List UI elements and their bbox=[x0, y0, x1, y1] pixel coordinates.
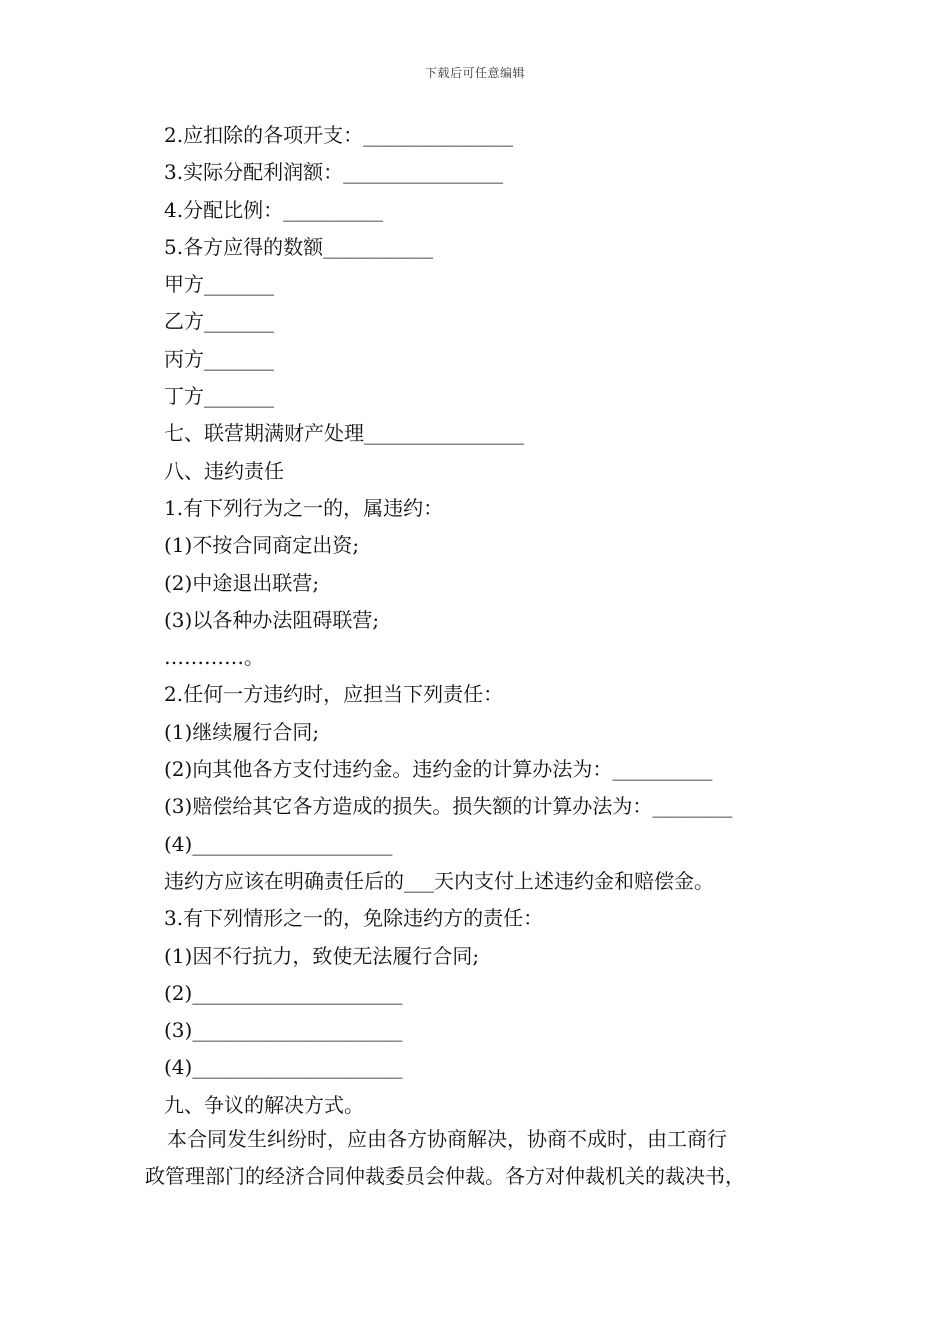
breach-item-1: (1)不按合同商定出资; bbox=[164, 533, 360, 558]
party-a-line: 甲方_______ bbox=[164, 272, 274, 297]
clause-actual-profit: 3.实际分配利润额：________________ bbox=[164, 160, 504, 185]
clause-deductions: 2.应扣除的各项开支：_______________ bbox=[164, 123, 514, 147]
dispute-paragraph-line-2: 政管理部门的经济合同仲裁委员会仲裁。各方对仲裁机关的裁决书， bbox=[145, 1164, 745, 1189]
party-d-line: 丁方_______ bbox=[164, 384, 274, 409]
clause-party-amounts: 5.各方应得的数额___________ bbox=[164, 234, 434, 259]
liability-item-3: (3)赔偿给其它各方造成的损失。损失额的计算办法为：________ bbox=[164, 794, 733, 819]
breach-item-2: (2)中途退出联营; bbox=[164, 570, 320, 595]
liability-item-4: (4)____________________ bbox=[164, 831, 393, 856]
dispute-paragraph-line-1: 本合同发生纠纷时，应由各方协商解决，协商不成时，由工商行 bbox=[167, 1127, 727, 1151]
section-eight-heading: 八、违约责任 bbox=[164, 458, 284, 483]
party-b-line: 乙方_______ bbox=[164, 309, 274, 334]
ellipsis-line: …………。 bbox=[164, 645, 264, 670]
breach-intro: 1.有下列行为之一的，属违约： bbox=[164, 495, 444, 520]
exemption-item-2: (2)_____________________ bbox=[164, 980, 403, 1005]
document-body bbox=[164, 117, 844, 1124]
liability-item-2: (2)向其他各方支付违约金。违约金的计算办法为：__________ bbox=[164, 757, 713, 782]
page-header: 下载后可任意编辑 bbox=[424, 66, 525, 80]
exemption-item-1: (1)因不行抗力，致使无法履行合同; bbox=[164, 943, 480, 968]
party-c-line: 丙方_______ bbox=[164, 346, 274, 371]
section-seven-heading: 七、联营期满财产处理________________ bbox=[164, 421, 524, 446]
exemption-item-3: (3)_____________________ bbox=[164, 1018, 403, 1043]
exemption-item-4: (4)_____________________ bbox=[164, 1055, 403, 1080]
clause-distribution-ratio: 4.分配比例：__________ bbox=[164, 197, 384, 222]
dispute-paragraph bbox=[145, 1121, 845, 1196]
liability-intro: 2.任何一方违约时，应担当下列责任： bbox=[164, 682, 504, 707]
section-nine-heading: 九、争议的解决方式。 bbox=[164, 1092, 364, 1117]
liability-item-1: (1)继续履行合同; bbox=[164, 719, 320, 744]
payment-deadline: 违约方应该在明确责任后的___天内支付上述违约金和赔偿金。 bbox=[164, 868, 714, 893]
breach-item-3: (3)以各种办法阻碍联营; bbox=[164, 607, 380, 632]
exemption-intro: 3.有下列情形之一的，免除违约方的责任： bbox=[164, 906, 544, 931]
